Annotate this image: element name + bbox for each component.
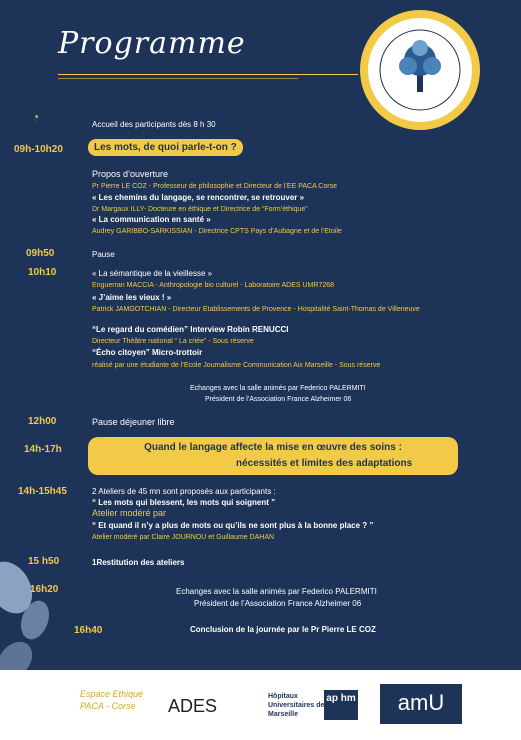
title-rule xyxy=(58,74,358,75)
time-s1: 09h-10h20 xyxy=(14,144,63,155)
s3-line: Président de l’Association France Alzheimer 06 xyxy=(205,396,352,403)
pill-line: Quand le langage affecte la mise en œuvre des soins : xyxy=(144,442,402,453)
espace-ethique-logo xyxy=(80,688,150,732)
s1-line: Propos d’ouverture xyxy=(92,169,169,179)
page-title: Programme xyxy=(58,26,246,61)
s3-line: “Écho citoyen” Micro-trottoir xyxy=(92,348,203,357)
title-rule xyxy=(58,78,298,79)
tree-icon xyxy=(368,18,472,122)
logo-text-a: Espace Ethique PACA - Corse xyxy=(80,689,144,711)
time-s9: 16h40 xyxy=(74,625,103,636)
logo-text-d: ap hm xyxy=(326,693,356,704)
amu-logo xyxy=(380,684,462,724)
clock-icon: ◔ xyxy=(32,110,40,124)
welcome-text: Accueil des participants dès 8 h 30 xyxy=(92,120,216,129)
logo-text-b: ADES xyxy=(168,696,218,716)
s1-line: Audrey GARIBBO-SARKISSIAN - Directrice CPTS Pays d’Aubagne et de l’Etoile xyxy=(92,228,342,235)
s9-text: Conclusion de la journée par le Pr Pierre LE COZ xyxy=(190,625,376,634)
s3-line: “Le regard du comédien” Interview Robin RENUCCI xyxy=(92,325,289,334)
s1-line: « La communication en santé » xyxy=(92,215,211,224)
pill-line: nécessités et limites des adaptations xyxy=(236,458,413,469)
s3-line: Enguerran MACCIA - Anthropologie bio culturel - Laboratoire ADES UMR7268 xyxy=(92,282,335,289)
time-s4: 12h00 xyxy=(28,416,57,427)
time-s7: 15 h50 xyxy=(28,556,60,567)
s1-line: Pr Pierre LE COZ - Professeur de philosophie et Directeur de l’EE PACA Corse xyxy=(92,183,337,190)
time-s6: 14h-15h45 xyxy=(18,486,67,497)
logo-text-c: Hôpitaux Universitaires de Marseille xyxy=(268,693,325,718)
s6-line: 2 Ateliers de 45 mn sont proposés aux participants : xyxy=(92,487,276,496)
s6-line: Atelier modéré par xyxy=(92,508,167,518)
aphm-logo xyxy=(324,690,358,720)
ades-logo xyxy=(168,696,238,740)
s3-line: « J’aime les vieux ! » xyxy=(92,293,172,302)
s1-line: « Les chemins du langage, se rencontrer, se retrouver » xyxy=(92,193,305,202)
time-s8: 16h20 xyxy=(30,584,59,595)
s6-line: “ Et quand il n’y a plus de mots ou qu’ils ne sont plus à la bonne place ? ” xyxy=(92,521,374,530)
ethics-seal-logo xyxy=(360,10,480,130)
s8-line: Echanges avec la salle animés par Federico PALERMITI xyxy=(176,587,377,596)
s8-line: Président de l’Association France Alzheimer 06 xyxy=(194,599,362,608)
s3-line: Echanges avec la salle animés par Federico PALERMITI xyxy=(190,385,366,392)
time-s5: 14h-17h xyxy=(24,444,62,455)
topic-pill-s1: Les mots, de quoi parle-t-on ? xyxy=(88,139,243,156)
s3-line: réalisé par une étudiante de l’Ecole Journalisme Communication Aix Marseille - Sous réserve xyxy=(92,362,381,369)
s3-line: Directeur Théâtre national “ La criée” - Sous réserve xyxy=(92,338,254,345)
s3-line: « La sémantique de la vieillesse » xyxy=(92,269,213,278)
s3-line: Patrick JAMGOTCHIAN - Directeur Etablissements de Provence - Hospitalité Saint-Thomas de Villeneuve xyxy=(92,306,420,313)
s2-text: Pause xyxy=(92,250,115,259)
logo-text-e: amU xyxy=(397,690,445,715)
s7-text: 1Restitution des ateliers xyxy=(92,558,185,567)
time-s2: 09h50 xyxy=(26,248,55,259)
topic-pill-s5 xyxy=(88,437,458,475)
s6-line: “ Les mots qui blessent, les mots qui soignent ” xyxy=(92,498,276,507)
s1-line: Dr Margaux ILLY- Docteure en éthique et Directrice de “Form’éthique” xyxy=(92,206,308,213)
s4-text: Pause déjeuner libre xyxy=(92,417,175,427)
s6-line: Atelier modéré par Claire JOURNOU et Guillaume DAHAN xyxy=(92,534,275,541)
time-s3: 10h10 xyxy=(28,267,57,278)
